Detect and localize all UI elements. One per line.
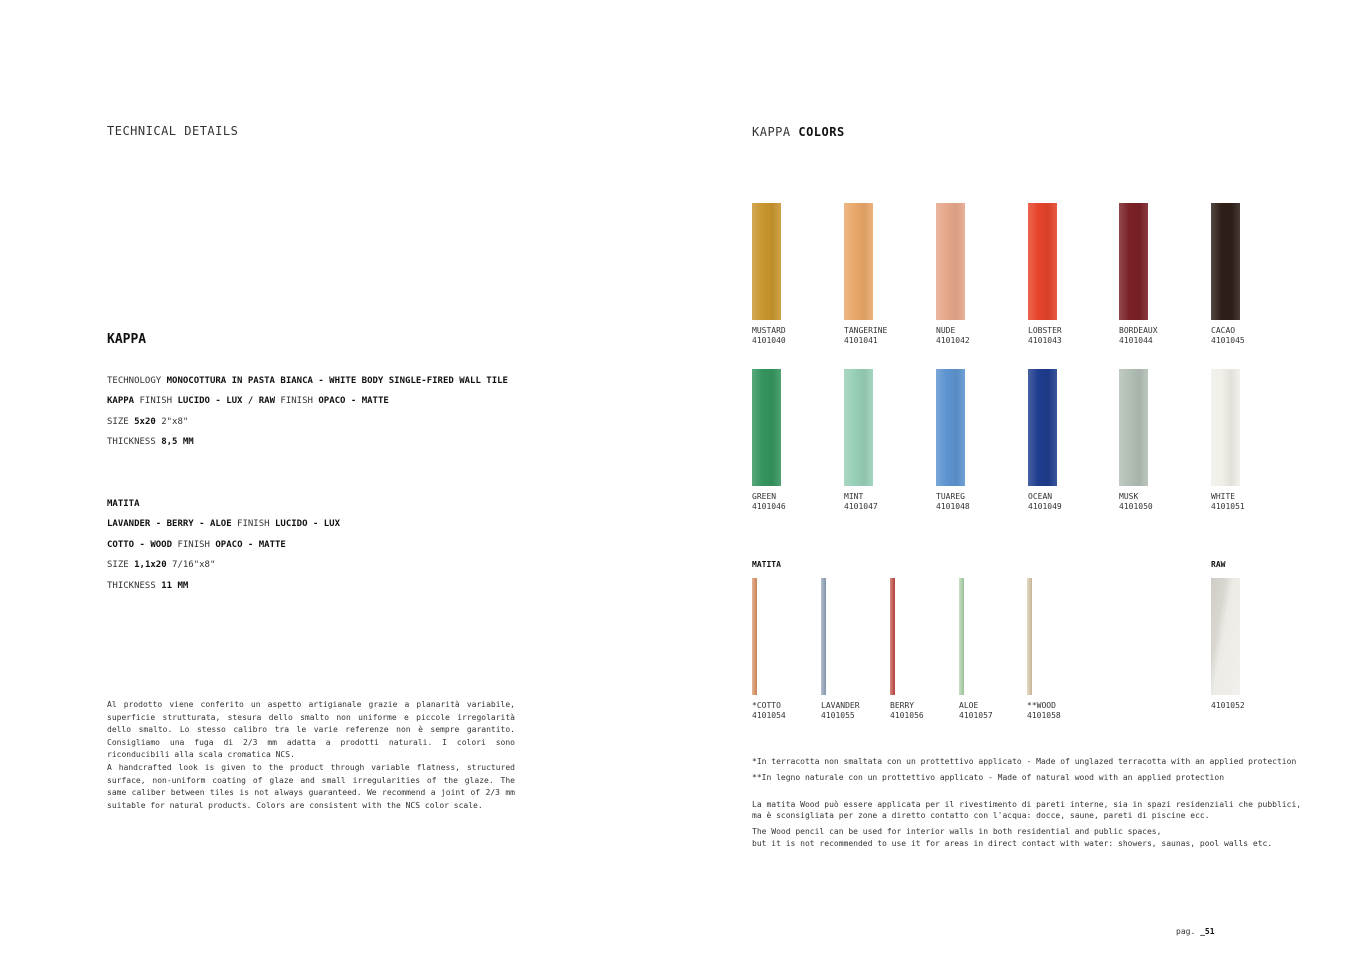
tile-mint-name: MINT xyxy=(844,492,864,501)
matita-colors-matte: COTTO - WOOD xyxy=(107,540,173,550)
pencil-wood-name: **WOOD xyxy=(1027,701,1056,710)
finish-label: FINISH xyxy=(139,396,173,406)
wood-note-it-line1: La matita Wood può essere applicata per il rivestimento di pareti interne, sia in spazi residenziali che pubblici, xyxy=(752,800,1302,809)
pencil-aloe-label xyxy=(959,701,993,721)
tile-mustard-name: MUSTARD xyxy=(752,326,786,335)
size-value: 1,1x20 xyxy=(134,560,167,570)
tile-musk-name: MUSK xyxy=(1119,492,1139,501)
pencil-berry-name: BERRY xyxy=(890,701,915,710)
description-italian: Al prodotto viene conferito un aspetto artigianale grazie a planarità variabile, superficie strutturata, stesura dello smalto non uniforme e piccole irregolarità dello smalto. Lo stesso calibro tra le varie referenze non è sempre garantito. Consigliamo una fuga di 2/3 mm adatta a prodotti naturali. I colori sono riconducibili alla scala cromatica NCS. xyxy=(107,700,515,760)
tile-white-label xyxy=(1211,492,1245,512)
finish-value-matte: OPACO - MATTE xyxy=(318,396,389,406)
tile-mint-label xyxy=(844,492,878,512)
raw-tile-code: 4101052 xyxy=(1211,701,1245,710)
pencil-berry-code: 4101056 xyxy=(890,711,924,720)
tile-nude-label xyxy=(936,326,970,346)
pencil-swatch-berry xyxy=(890,578,895,695)
tile-swatch-white xyxy=(1211,369,1240,486)
finish-value-matte: OPACO - MATTE xyxy=(215,540,286,550)
tile-musk-code: 4101050 xyxy=(1119,502,1153,511)
footnote-cotto: *In terracotta non smaltata con un prottettivo applicato - Made of unglazed terracotta with an applied protection xyxy=(752,757,1297,766)
pencil-cotto-code: 4101054 xyxy=(752,711,786,720)
pencil-cotto-name: *COTTO xyxy=(752,701,781,710)
tile-swatch-lobster xyxy=(1028,203,1057,320)
tile-tangerine-code: 4101041 xyxy=(844,336,878,345)
pencil-swatch-aloe xyxy=(959,578,964,695)
kappa-thickness-line xyxy=(107,437,194,447)
kappa-technology-line xyxy=(107,376,508,386)
matita-finish-line-1 xyxy=(107,519,340,529)
tile-swatch-mint xyxy=(844,369,873,486)
tile-swatch-tangerine xyxy=(844,203,873,320)
thickness-label: THICKNESS xyxy=(107,581,156,591)
pencil-cotto-label xyxy=(752,701,786,721)
matita-finish-line-2 xyxy=(107,540,286,550)
tile-white-code: 4101051 xyxy=(1211,502,1245,511)
tile-swatch-musk xyxy=(1119,369,1148,486)
kappa-heading: KAPPA xyxy=(107,332,147,347)
tile-swatch-cacao xyxy=(1211,203,1240,320)
tile-white-name: WHITE xyxy=(1211,492,1236,501)
tile-ocean-label xyxy=(1028,492,1062,512)
pencil-aloe-code: 4101057 xyxy=(959,711,993,720)
pencil-berry-label xyxy=(890,701,924,721)
size-imperial: 2"x8" xyxy=(161,417,189,427)
tile-mustard-code: 4101040 xyxy=(752,336,786,345)
title-prefix: KAPPA xyxy=(752,125,791,139)
raw-group-title: RAW xyxy=(1211,560,1226,569)
tile-nude-name: NUDE xyxy=(936,326,956,335)
finish-label: FINISH xyxy=(177,540,210,550)
tile-bordeaux-label xyxy=(1119,326,1158,346)
title-bold: COLORS xyxy=(798,125,845,139)
tile-green-code: 4101046 xyxy=(752,502,786,511)
thickness-value: 11 MM xyxy=(161,581,189,591)
matita-size-line xyxy=(107,560,215,570)
tile-mint-code: 4101047 xyxy=(844,502,878,511)
finish-label: FINISH xyxy=(237,519,270,529)
tile-swatch-green xyxy=(752,369,781,486)
technology-value: MONOCOTTURA IN PASTA BIANCA - WHITE BODY SINGLE-FIRED WALL TILE xyxy=(166,376,508,386)
finish-value-gloss: LUCIDO - LUX / RAW xyxy=(177,396,275,406)
page-number xyxy=(1176,927,1215,936)
tile-swatch-tuareg xyxy=(936,369,965,486)
section-title-technical-details: TECHNICAL DETAILS xyxy=(107,124,239,138)
matita-group-title: MATITA xyxy=(752,560,781,569)
pencil-wood-label xyxy=(1027,701,1061,721)
size-label: SIZE xyxy=(107,560,129,570)
pencil-swatch-wood xyxy=(1027,578,1032,695)
thickness-value: 8,5 MM xyxy=(161,437,194,447)
description-english: A handcrafted look is given to the product through variable flatness, structured surface, non-uniform coating of glaze and small irregularities of the glaze. The same caliber between tiles is not always guaranteed. We recommend a joint of 2/3 mm suitable for natural products. Colors are consistent with the NCS color scale. xyxy=(107,763,515,810)
pencil-aloe-name: ALOE xyxy=(959,701,979,710)
tile-ocean-name: OCEAN xyxy=(1028,492,1053,501)
wood-note-it-line2: ma è sconsigliata per zone a diretto contatto con l'acqua: docce, saune, pareti di piscine ecc. xyxy=(752,811,1210,820)
page-number-value: _51 xyxy=(1200,927,1215,936)
pencil-lavander-code: 4101055 xyxy=(821,711,855,720)
tile-nude-code: 4101042 xyxy=(936,336,970,345)
tile-tuareg-code: 4101048 xyxy=(936,502,970,511)
tile-green-name: GREEN xyxy=(752,492,777,501)
pencil-swatch-cotto xyxy=(752,578,757,695)
pencil-swatch-lavander xyxy=(821,578,826,695)
wood-note-en-line1: The Wood pencil can be used for interior walls in both residential and public spaces, xyxy=(752,827,1162,836)
kappa-finish-line xyxy=(107,396,389,406)
size-value: 5x20 xyxy=(134,417,156,427)
kappa-size-line xyxy=(107,417,188,427)
tile-lobster-name: LOBSTER xyxy=(1028,326,1062,335)
tile-swatch-ocean xyxy=(1028,369,1057,486)
tile-cacao-code: 4101045 xyxy=(1211,336,1245,345)
tile-tuareg-label xyxy=(936,492,970,512)
tile-bordeaux-name: BORDEAUX xyxy=(1119,326,1158,335)
raw-tile-swatch xyxy=(1211,578,1240,695)
page-label: pag. xyxy=(1176,927,1196,936)
tile-tangerine-label xyxy=(844,326,887,346)
tile-tangerine-name: TANGERINE xyxy=(844,326,888,335)
tile-cacao-name: CACAO xyxy=(1211,326,1236,335)
tile-lobster-label xyxy=(1028,326,1062,346)
tile-musk-label xyxy=(1119,492,1153,512)
tile-cacao-label xyxy=(1211,326,1245,346)
matita-thickness-line xyxy=(107,581,188,591)
finish-product-name: KAPPA xyxy=(107,396,135,406)
size-label: SIZE xyxy=(107,417,129,427)
tile-swatch-nude xyxy=(936,203,965,320)
section-title-kappa-colors xyxy=(752,125,845,139)
pencil-lavander-label xyxy=(821,701,860,721)
tile-mustard-label xyxy=(752,326,786,346)
pencil-wood-code: 4101058 xyxy=(1027,711,1061,720)
pencil-lavander-name: LAVANDER xyxy=(821,701,860,710)
tile-ocean-code: 4101049 xyxy=(1028,502,1062,511)
wood-note-en-line2: but it is not recommended to use it for areas in direct contact with water: showers, saunas, pool walls etc. xyxy=(752,839,1273,848)
size-imperial: 7/16"x8" xyxy=(172,560,216,570)
tile-green-label xyxy=(752,492,786,512)
footnote-wood: **In legno naturale con un prottettivo applicato - Made of natural wood with an applied protection xyxy=(752,773,1225,782)
finish-label: FINISH xyxy=(280,396,313,406)
matita-colors-gloss: LAVANDER - BERRY - ALOE xyxy=(107,519,232,529)
technology-label: TECHNOLOGY xyxy=(107,376,162,386)
matita-heading: MATITA xyxy=(107,499,140,509)
finish-value-gloss: LUCIDO - LUX xyxy=(274,519,341,529)
tile-bordeaux-code: 4101044 xyxy=(1119,336,1153,345)
tile-swatch-mustard xyxy=(752,203,781,320)
tile-swatch-bordeaux xyxy=(1119,203,1148,320)
tile-tuareg-name: TUAREG xyxy=(936,492,965,501)
tile-lobster-code: 4101043 xyxy=(1028,336,1062,345)
thickness-label: THICKNESS xyxy=(107,437,156,447)
